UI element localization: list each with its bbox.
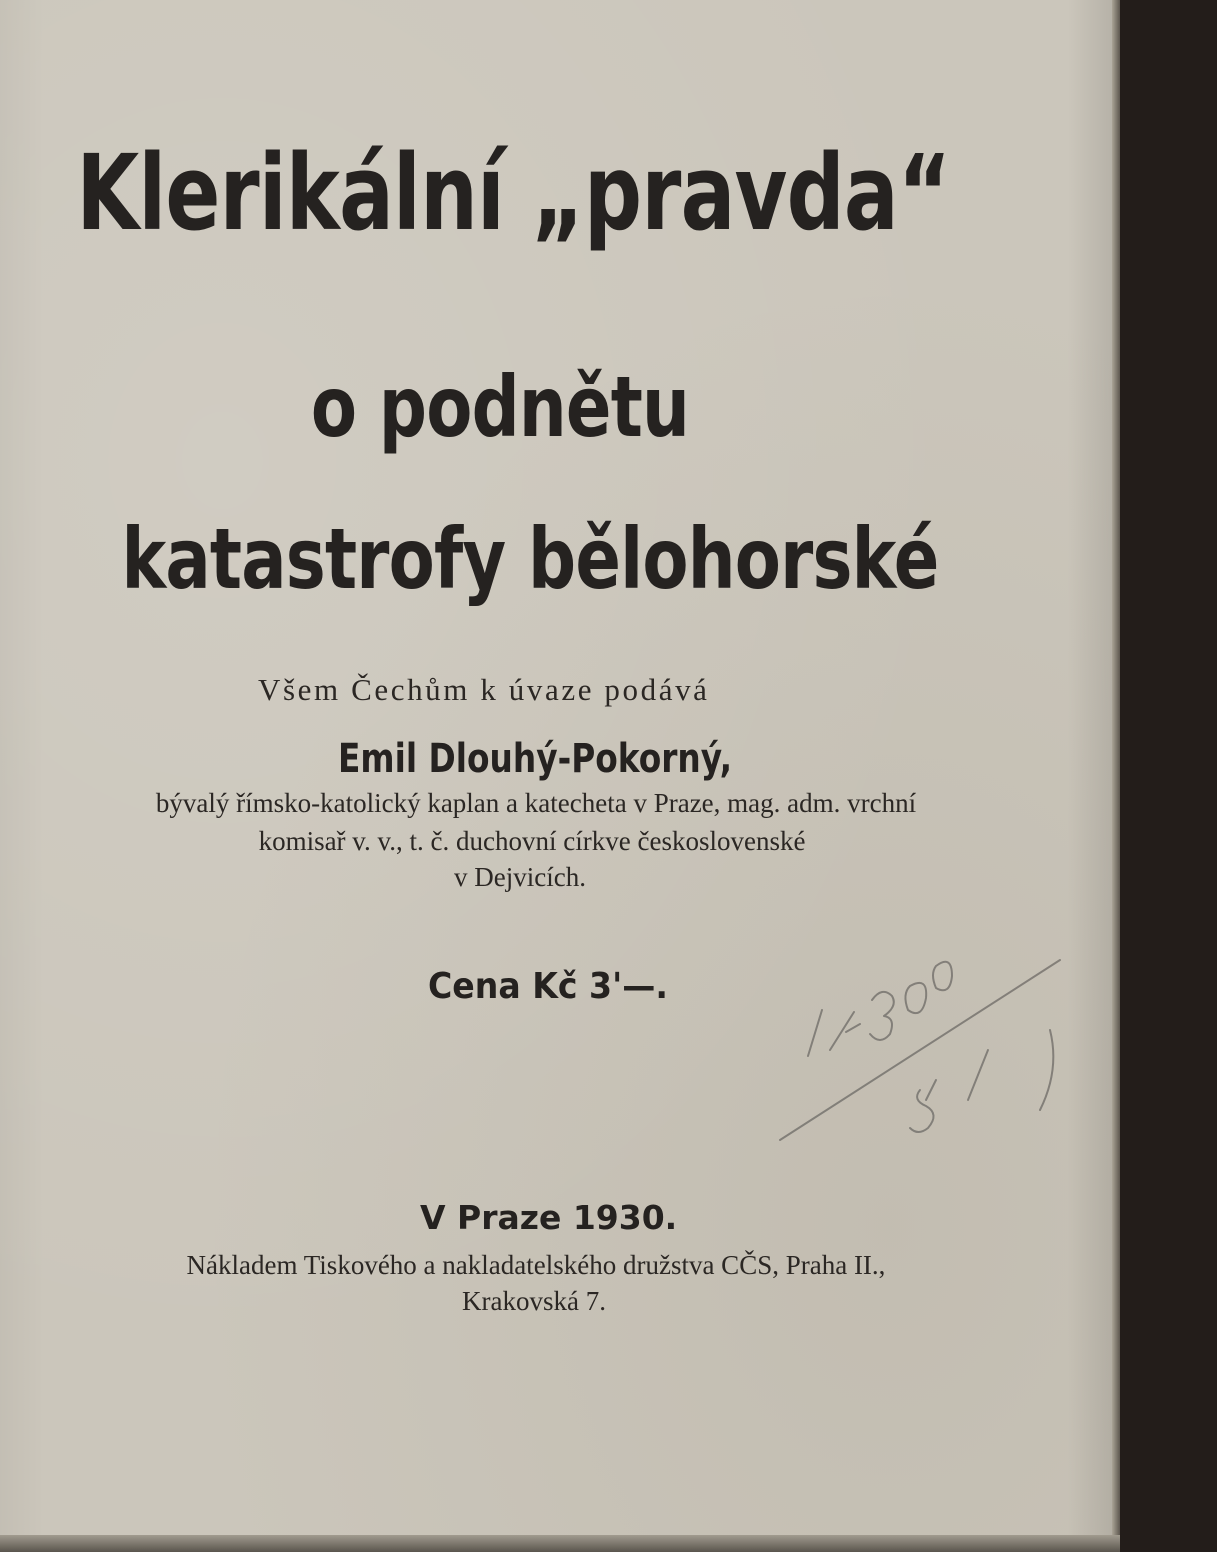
title-line-1: Klerikální „pravda“ bbox=[76, 132, 951, 254]
pencil-annotation bbox=[760, 900, 1090, 1160]
title-line-3: katastrofy bělohorské bbox=[121, 510, 939, 608]
page-edge-bottom bbox=[0, 1535, 1120, 1552]
title-line-2: o podnětu bbox=[310, 358, 690, 456]
publisher-line-1: Nákladem Tiskového a nakladatelského družstva CČS, Praha II., bbox=[186, 1250, 886, 1280]
author-name: Emil Dlouhý-Pokorný, bbox=[338, 736, 733, 782]
publisher-line-2: Krakovská 7. bbox=[462, 1286, 606, 1316]
author-bio-line-1: bývalý římsko-katolický kaplan a katecheta v Praze, mag. adm. vrchní bbox=[155, 788, 917, 818]
author-bio-line-2: komisař v. v., t. č. duchovní církve československé bbox=[258, 826, 806, 856]
author-bio-line-3: v Dejvicích. bbox=[454, 862, 586, 892]
page-edge-right bbox=[1112, 0, 1120, 1552]
pencil-diagonal-stroke bbox=[780, 960, 1060, 1140]
dedication-text: Všem Čechům k úvaze podává bbox=[258, 672, 710, 707]
price-label: Cena Kč 3'—. bbox=[428, 966, 668, 1007]
place-and-year: V Praze 1930. bbox=[420, 1198, 678, 1237]
